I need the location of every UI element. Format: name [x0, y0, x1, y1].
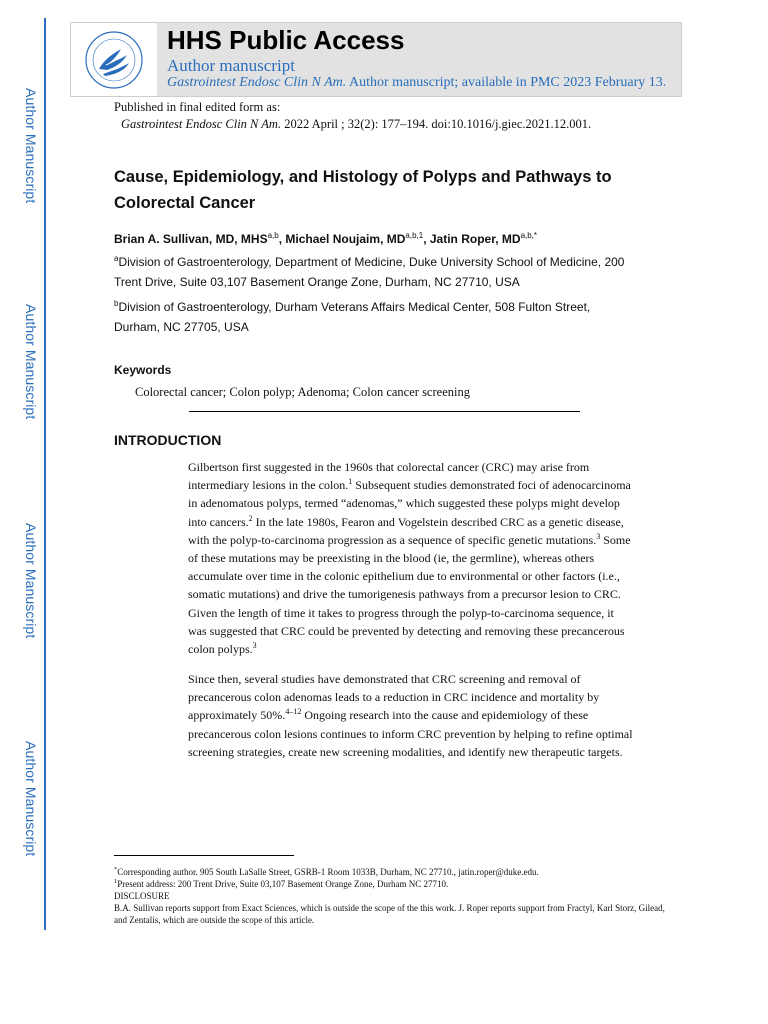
hhs-title: HHS Public Access	[167, 25, 405, 55]
paragraph-line	[188, 688, 656, 706]
text-run: of these mutations may be preexisting in the blood (ie, the germline), whereas others	[188, 551, 595, 566]
paragraph-line	[188, 622, 656, 640]
footnote	[114, 890, 674, 902]
text-run: colon polyps.	[188, 642, 253, 657]
text-run: DISCLOSURE	[114, 891, 170, 901]
paragraph-line	[188, 531, 656, 549]
footnotes	[114, 866, 674, 926]
author-separator: ,	[278, 232, 286, 246]
citation-superscript: 3	[596, 531, 601, 541]
availability-text: Author manuscript; available in PMC 2023 February 13.	[346, 75, 667, 90]
paragraph-line	[188, 494, 656, 512]
citation-superscript: 1	[114, 878, 118, 885]
affiliation-line	[114, 294, 674, 317]
paragraph-line	[188, 567, 656, 585]
affiliation-a	[114, 249, 674, 292]
author-affiliation-mark: a,b,*	[520, 231, 538, 240]
citation-superscript: 1	[348, 477, 353, 487]
author-affiliation-mark: a,b,1	[405, 231, 424, 240]
affiliation-text: Division of Gastroenterology, Durham Veterans Affairs Medical Center, 508 Fulton Street,	[118, 300, 591, 314]
text-run: In the late 1980s, Fearon and Vogelstein described CRC as a genetic disease,	[252, 514, 624, 529]
text-run: with the polyp-to-carcinoma progression as a sequence of specific genetic mutations.	[188, 532, 597, 547]
citation-superscript: 2	[248, 513, 253, 523]
text-run: B.A. Sullivan reports support from Exact Sciences, which is outside the scope of the this work. J. Roper reports support from Fractyl, Karl Storz, Gilead, and Zentalis, which are outside the scope of this article.	[114, 903, 665, 925]
text-run: Present address: 200 Trent Drive, Suite 03,107 Basement Orange Zone, Durham NC 27710.	[117, 879, 449, 889]
text-run: precancerous colon lesions continues to inform CRC prevention by helping to refine optimal	[188, 726, 633, 741]
keywords-heading: Keywords	[114, 363, 172, 377]
published-citation	[121, 117, 591, 132]
affiliation-line	[114, 249, 674, 272]
side-label: Author Manuscript	[23, 741, 39, 857]
side-rule	[44, 18, 46, 930]
footnote	[114, 878, 674, 890]
text-run: screening strategies, create new screening modalities, and identify new therapeutic targets.	[188, 744, 623, 759]
journal-name: Gastrointest Endosc Clin N Am.	[121, 117, 282, 131]
intro-paragraph-1	[188, 458, 656, 658]
paragraph-line	[188, 670, 656, 688]
text-run: precancerous colon adenomas leads to a reduction in CRC incidence and mortality by	[188, 690, 600, 705]
citation-superscript: 4–12	[285, 707, 302, 717]
paragraph-line	[188, 706, 656, 724]
side-label: Author Manuscript	[23, 88, 39, 204]
author-separator: ,	[423, 232, 430, 246]
text-run: Given the length of time it takes to progress through the polyp-to-carcinoma sequence, it	[188, 605, 614, 620]
text-run: in adenomatous polyps, termed “adenomas,” which suggested these polyps might develop	[188, 496, 620, 511]
paragraph-line	[188, 725, 656, 743]
article-title: Cause, Epidemiology, and Histology of Polyps and Pathways to Colorectal Cancer	[114, 168, 612, 212]
paragraph-line	[188, 549, 656, 567]
journal-availability	[167, 75, 666, 91]
keywords-list: Colorectal cancer; Colon polyp; Adenoma; Colon cancer screening	[135, 385, 470, 399]
affiliation-text: Durham, NC 27705, USA	[114, 320, 249, 334]
journal-name: Gastrointest Endosc Clin N Am.	[167, 75, 347, 90]
text-run: Gilbertson first suggested in the 1960s that colorectal cancer (CRC) may arise from	[188, 460, 590, 474]
citation-superscript: 3	[252, 641, 257, 651]
footnote	[114, 902, 674, 926]
hhs-logo	[71, 23, 157, 96]
affiliation-text: Division of Gastroenterology, Department of Medicine, Duke University School of Medicine, 200	[118, 255, 625, 269]
text-run: into cancers.	[188, 514, 249, 529]
author-name: Jatin Roper, MD	[429, 232, 521, 246]
text-run: was suggested that CRC could be prevented by detecting and removing these precancerous	[188, 623, 625, 638]
text-run: accumulate over time in the colonic epithelium due to environmental or other factors (i.e.,	[188, 569, 620, 584]
keywords-divider	[189, 411, 580, 412]
paragraph-line	[188, 604, 656, 622]
paragraph-line	[188, 585, 656, 603]
affiliation-text: Trent Drive, Suite 03,107 Basement Orange Zone, Durham, NC 27710, USA	[114, 275, 520, 289]
paragraph-line	[188, 640, 656, 658]
side-label: Author Manuscript	[23, 304, 39, 420]
text-run: somatic mutations) and drive the tumorigenesis pathways from a precursor lesion to CRC.	[188, 587, 621, 602]
citation-text: 2022 April ; 32(2): 177–194. doi:10.1016/j.giec.2021.12.001.	[281, 117, 592, 131]
published-label: Published in final edited form as:	[114, 100, 281, 114]
text-run: Subsequent studies demonstrated foci of adenocarcinoma	[352, 478, 631, 493]
citation-superscript: *	[114, 866, 118, 873]
author-affiliation-mark: a,b	[267, 231, 279, 240]
hhs-header	[70, 22, 682, 97]
footnote	[114, 866, 674, 878]
affiliation-mark: b	[114, 299, 119, 308]
author-manuscript-label: Author manuscript	[167, 56, 295, 75]
text-run: Since then, several studies have demonstrated that CRC screening and removal of	[188, 672, 581, 686]
intro-paragraph-2	[188, 670, 656, 761]
side-label: Author Manuscript	[23, 523, 39, 639]
affiliation-b	[114, 294, 674, 337]
footnote-divider	[114, 855, 294, 856]
text-run: approximately 50%.	[188, 708, 286, 723]
introduction-heading: INTRODUCTION	[114, 432, 222, 448]
affiliation-mark: a	[114, 254, 119, 263]
paragraph-line	[188, 458, 656, 476]
text-run: intermediary lesions in the colon.	[188, 478, 349, 493]
author-list	[114, 231, 537, 246]
author-name: Brian A. Sullivan, MD, MHS	[114, 232, 268, 246]
paragraph-line	[188, 743, 656, 761]
affiliation-line	[114, 272, 674, 292]
paragraph-line	[188, 513, 656, 531]
hhs-eagle-seal-icon	[83, 29, 145, 91]
author-name: Michael Noujaim, MD	[285, 232, 406, 246]
text-run: Ongoing research into the cause and epidemiology of these	[301, 708, 589, 723]
affiliation-line	[114, 317, 674, 337]
paragraph-line	[188, 476, 656, 494]
text-run: Some	[600, 532, 631, 547]
text-run: Corresponding author. 905 South LaSalle Street, GSRB-1 Room 1033B, Durham, NC 27710., jatin.roper@duke.edu.	[117, 867, 539, 877]
